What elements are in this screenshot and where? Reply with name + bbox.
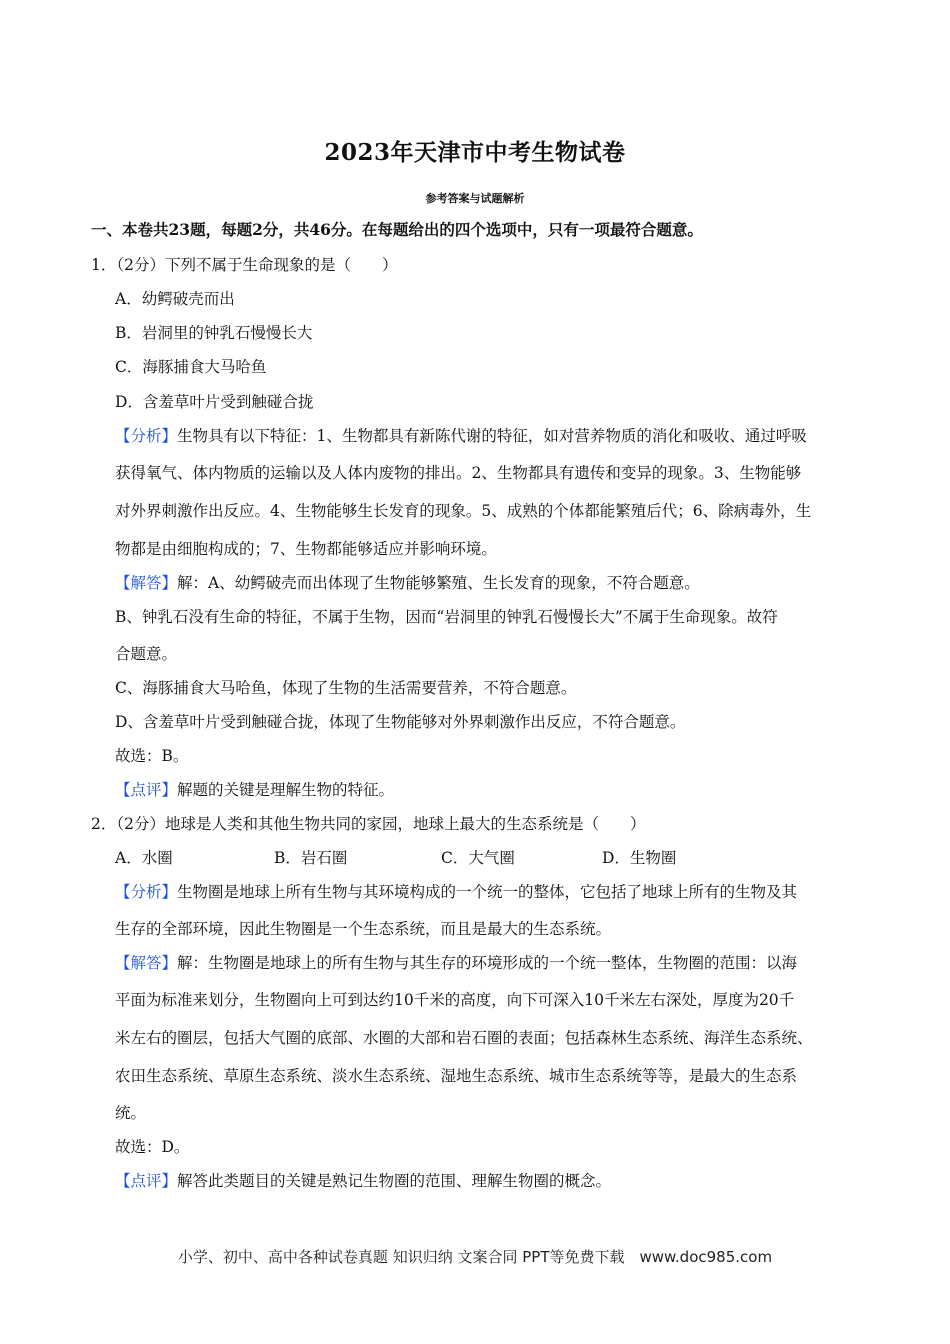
- q2-analysis-line-1: [115, 882, 797, 902]
- q1-answer-line-6: 故选：B。: [115, 747, 189, 765]
- q2-answer-line-1: [115, 953, 797, 973]
- page-footer: 小学、初中、高中各种试卷真题 知识归纳 文案合同 PPT等免费下载 www.doc985.com: [177, 1248, 773, 1266]
- q2-comment: [115, 1171, 611, 1191]
- q1-answer-line-4: C、海豚捕食大马哈鱼，体现了生物的生活需要营养，不符合题意。: [115, 679, 577, 697]
- q1-answer-line-1: [115, 573, 700, 593]
- section-heading: 一、本卷共23题，每题2分，共46分。在每题给出的四个选项中，只有一项最符合题意。: [91, 220, 703, 239]
- answer-tag: 【解答】: [115, 574, 178, 592]
- comment-text: 解题的关键是理解生物的特征。: [177, 781, 395, 799]
- analysis-text: 生物圈是地球上所有生物与其环境构成的一个统一的整体，它包括了地球上所有的生物及其: [177, 883, 798, 901]
- q1-option-b: B．岩洞里的钟乳石慢慢长大: [115, 324, 313, 342]
- q1-option-d: D．含羞草叶片受到触碰合拢: [115, 393, 314, 411]
- q1-option-a: A．幼鳄破壳而出: [115, 290, 235, 308]
- analysis-tag: 【分析】: [115, 427, 178, 445]
- q2-option-d: D．生物圈: [602, 849, 677, 867]
- q1-answer-line-3: 合题意。: [115, 645, 178, 663]
- q2-answer-line-5: 统。: [115, 1104, 147, 1122]
- q1-analysis-line-1: [115, 426, 807, 446]
- q1-analysis-line-2: 获得氧气、体内物质的运输以及人体内废物的排出。2、生物都具有遗传和变异的现象。3、生物能够: [115, 464, 802, 482]
- q1-option-c: C．海豚捕食大马哈鱼: [115, 358, 267, 376]
- analysis-tag: 【分析】: [115, 883, 178, 901]
- q2-answer-line-2: 平面为标准来划分，生物圈向上可到达约10千米的高度，向下可深入10千米左右深处，厚度为20千: [115, 991, 795, 1009]
- q2-answer-line-6: 故选：D。: [115, 1138, 190, 1156]
- answer-tag: 【解答】: [115, 954, 178, 972]
- page-subtitle: 参考答案与试题解析: [425, 192, 525, 205]
- question-1-stem: 1．（2分）下列不属于生命现象的是（ ）: [91, 256, 398, 274]
- question-2-stem: 2．（2分）地球是人类和其他生物共同的家园，地球上最大的生态系统是（ ）: [91, 815, 646, 833]
- q1-answer-line-5: D、含羞草叶片受到触碰合拢，体现了生物能够对外界刺激作出反应，不符合题意。: [115, 713, 686, 731]
- q2-answer-line-4: 农田生态系统、草原生态系统、淡水生态系统、湿地生态系统、城市生态系统等等，是最大的生态系: [115, 1067, 798, 1085]
- q1-analysis-line-3: 对外界刺激作出反应。4、生物能够生长发育的现象。5、成熟的个体都能繁殖后代；6、除病毒外，生: [115, 502, 812, 520]
- q2-answer-line-3: 米左右的圈层，包括大气圈的底部、水圈的大部和岩石圈的表面；包括森林生态系统、海洋生态系统、: [115, 1029, 813, 1047]
- q2-option-b: B．岩石圈: [274, 849, 348, 867]
- q2-analysis-line-2: 生存的全部环境，因此生物圈是一个生态系统，而且是最大的生态系统。: [115, 920, 612, 938]
- analysis-text: 生物具有以下特征：1、生物都具有新陈代谢的特征，如对营养物质的消化和吸收、通过呼吸: [177, 427, 807, 445]
- q2-option-a: A．水圈: [115, 849, 173, 867]
- comment-tag: 【点评】: [115, 781, 178, 799]
- q1-answer-line-2: B、钟乳石没有生命的特征，不属于生物，因而“岩洞里的钟乳石慢慢长大”不属于生命现象。故符: [115, 608, 778, 626]
- q1-analysis-line-4: 物都是由细胞构成的；7、生物都能够适应并影响环境。: [115, 540, 497, 558]
- q1-comment: [115, 780, 394, 800]
- answer-text: 解：生物圈是地球上的所有生物与其生存的环境形成的一个统一整体，生物圈的范围：以海: [177, 954, 798, 972]
- comment-text: 解答此类题目的关键是熟记生物圈的范围、理解生物圈的概念。: [177, 1172, 612, 1190]
- q2-option-c: C．大气圈: [441, 849, 515, 867]
- answer-text: 解：A、幼鳄破壳而出体现了生物能够繁殖、生长发育的现象，不符合题意。: [177, 574, 700, 592]
- comment-tag: 【点评】: [115, 1172, 178, 1190]
- page-title: 2023年天津市中考生物试卷: [324, 139, 626, 166]
